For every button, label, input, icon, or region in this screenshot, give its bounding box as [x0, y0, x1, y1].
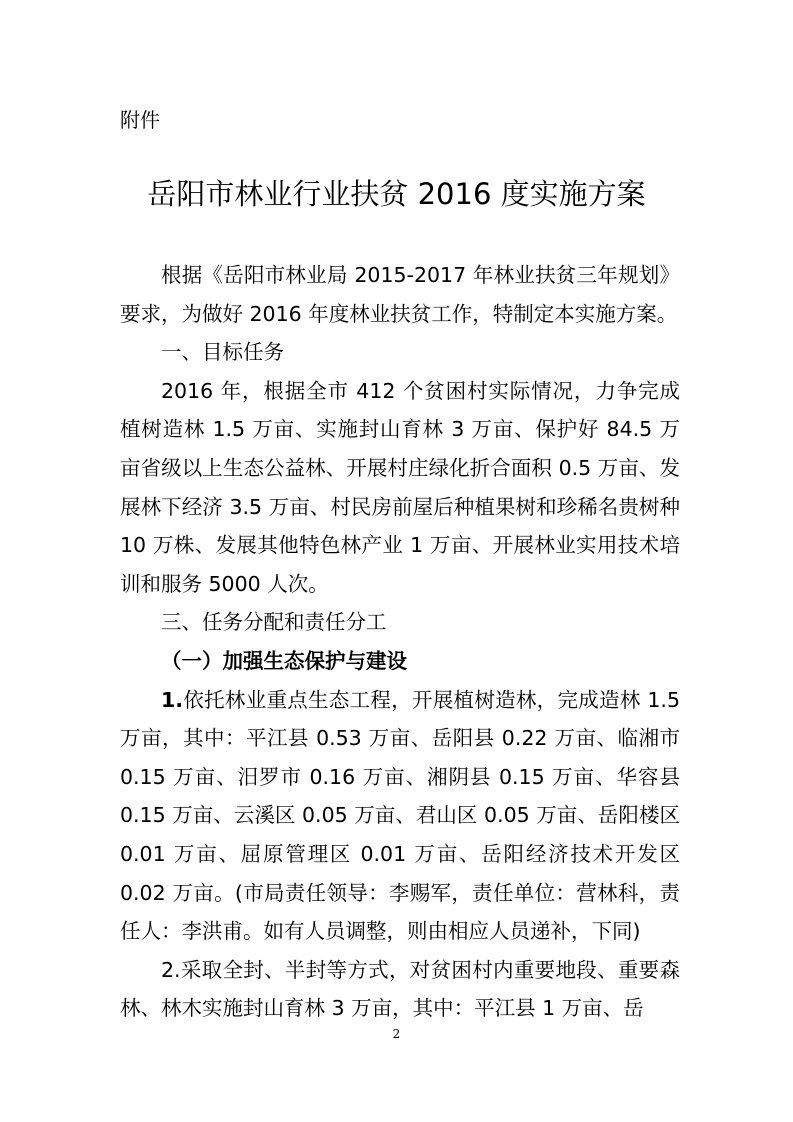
page-number: 2: [392, 1027, 401, 1041]
document-body: [120, 256, 680, 1028]
item-2-paragraph: 2.采取全封、半封等方式，对贫困村内重要地段、重要森林、林木实施封山育林 3 万亩，其中：平江县 1 万亩、岳: [120, 957, 680, 1021]
item-1-number: 1.: [161, 687, 184, 712]
section-1-paragraph: 2016 年，根据全市 412 个贫困村实际情况，力争完成植树造林 1.5 万亩、实施封山育林 3 万亩、保护好 84.5 万亩省级以上生态公益林、开展村庄绿化折合面积 0.5 万亩、发展林下经济 3.5 万亩、村民房前屋后种植果树和珍稀名贵树种 10 万株、发展其他特色林产业 1 万亩、开展林业实用技术培训和服务 5000 人次。: [120, 378, 680, 596]
section-3-heading: 三、任务分配和责任分工: [161, 610, 387, 635]
intro-paragraph: 根据《岳阳市林业局 2015-2017 年林业扶贫三年规划》要求，为做好 2016 年度林业扶贫工作，特制定本实施方案。: [120, 263, 680, 326]
item-1-paragraph: [120, 681, 680, 951]
subsection-1-heading: （一）加强生态保护与建设: [161, 648, 407, 673]
attachment-label: 附件: [120, 108, 160, 132]
item-1-text: 依托林业重点生态工程，开展植树造林，完成造林 1.5 万亩，其中：平江县 0.53 万亩、岳阳县 0.22 万亩、临湘市 0.15 万亩、汨罗市 0.16 万亩、湘阴县 0.15 万亩、华容县 0.15 万亩、云溪区 0.05 万亩、君山区 0.05 万亩、岳阳楼区 0.01 万亩、屈原管理区 0.01 万亩、岳阳经济技术开发区 0.02 万亩。(市局责任领导：李赐军，责任单位：营林科，责任人：李洪甫。如有人员调整，则由相应人员递补，下同): [120, 687, 680, 944]
section-1-heading: 一、目标任务: [161, 340, 284, 365]
document-title: 岳阳市林业行业扶贫 2016 度实施方案: [147, 177, 646, 211]
